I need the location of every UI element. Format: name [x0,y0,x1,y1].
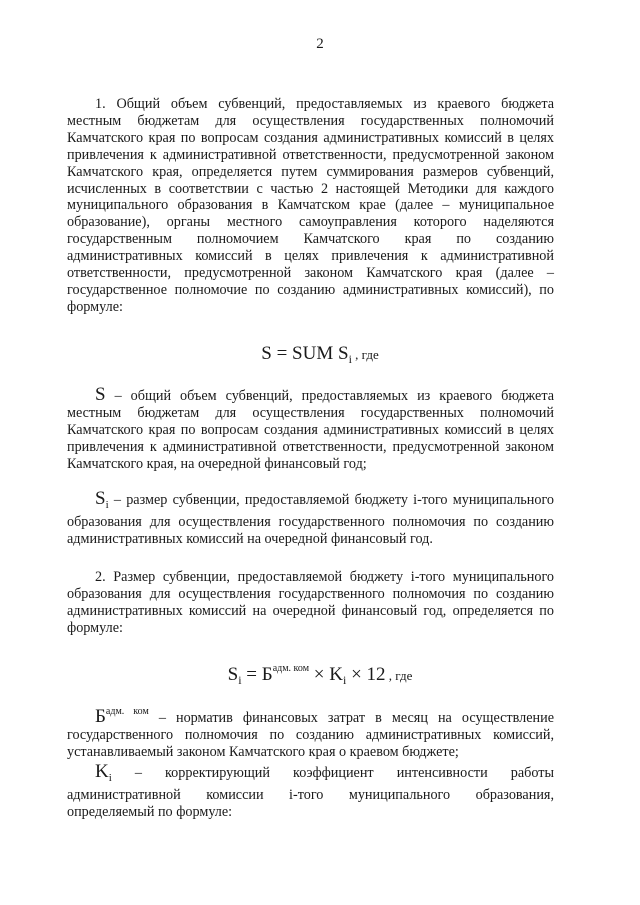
def-s-symbol: S [95,384,106,405]
formula2-tail: × 12 [346,664,386,685]
formula1-tail: , где [351,347,379,362]
formula2-lhs: S [227,664,239,685]
def-k-symbol: K [95,761,109,782]
formula2-eq: = Б [241,664,273,685]
formula2-k-sub: i [342,673,347,687]
def-si-symbol: S [95,488,106,509]
formula1-eq: = SUM S [271,343,349,364]
definition-s [67,384,554,473]
definition-b [67,704,554,761]
def-si-sub: i [105,499,109,511]
formula1-lhs: S [261,343,272,364]
formula2-where: , где [385,668,413,683]
def-si-text: – размер субвенции, предоставляемой бюджету i-того муниципального образования для осуществления государственного полномочия по созданию административных комиссий на очередной финансовый год. [67,492,554,547]
definition-si [67,488,554,548]
page-number: 2 [316,36,324,52]
formula2-lhs-sub: i [238,673,242,687]
formula1-sub: i [348,352,352,366]
formula-total-subvention [0,342,640,371]
formula-municipal-subvention [0,657,640,692]
formula2-sup: адм. ком [272,663,310,674]
def-b-sup: адм. ком [105,706,149,717]
def-b-text: – норматив финансовых затрат в месяц на осуществление государственного полномочия по созданию административных комиссий, устанавливаемый законом Камчатского края о краевом бюджете; [67,710,554,760]
formula2-k: × K [309,664,343,685]
definition-k [67,761,554,821]
def-b-symbol: Б [95,706,106,727]
paragraph-1: 1. Общий объем субвенций, предоставляемых из краевого бюджета местным бюджетам для осуществления государственных полномочий Камчатского края по вопросам создания административных комиссий в целях привлечения к административной ответственности, предусмотренной законом Камчатского края, определяется путем суммирования размеров субвенций, исчисленных в соответствии с частью 2 настоящей Методики для каждого муниципального образования в Камчатском крае (далее – муниципальное образование), органы местного самоуправления которого наделяются государственным полномочием Камчатского края по созданию административных комиссий в целях привлечения к административной ответственности, предусмотренной законом Камчатского края (далее – государственное полномочие по созданию административных комиссий), по формуле: [67,96,554,315]
def-k-sub: i [108,772,112,784]
def-k-text: – корректирующий коэффициент интенсивности работы административной комиссии i-того муниципального образования, определяемый по формуле: [67,765,554,820]
paragraph-2: 2. Размер субвенции, предоставляемой бюджету i-того муниципального образования для осуществления государственного полномочия по созданию административных комиссий на очередной финансовый год, определяется по формуле: [67,569,554,636]
def-s-text: – общий объем субвенций, предоставляемых из краевого бюджета местным бюджетам для осуществления государственных полномочий Камчатского края по вопросам создания административных комиссий в целях привлечения к административной ответственности, предусмотренной законом Камчатского края, на очередной финансовый год; [67,388,554,472]
